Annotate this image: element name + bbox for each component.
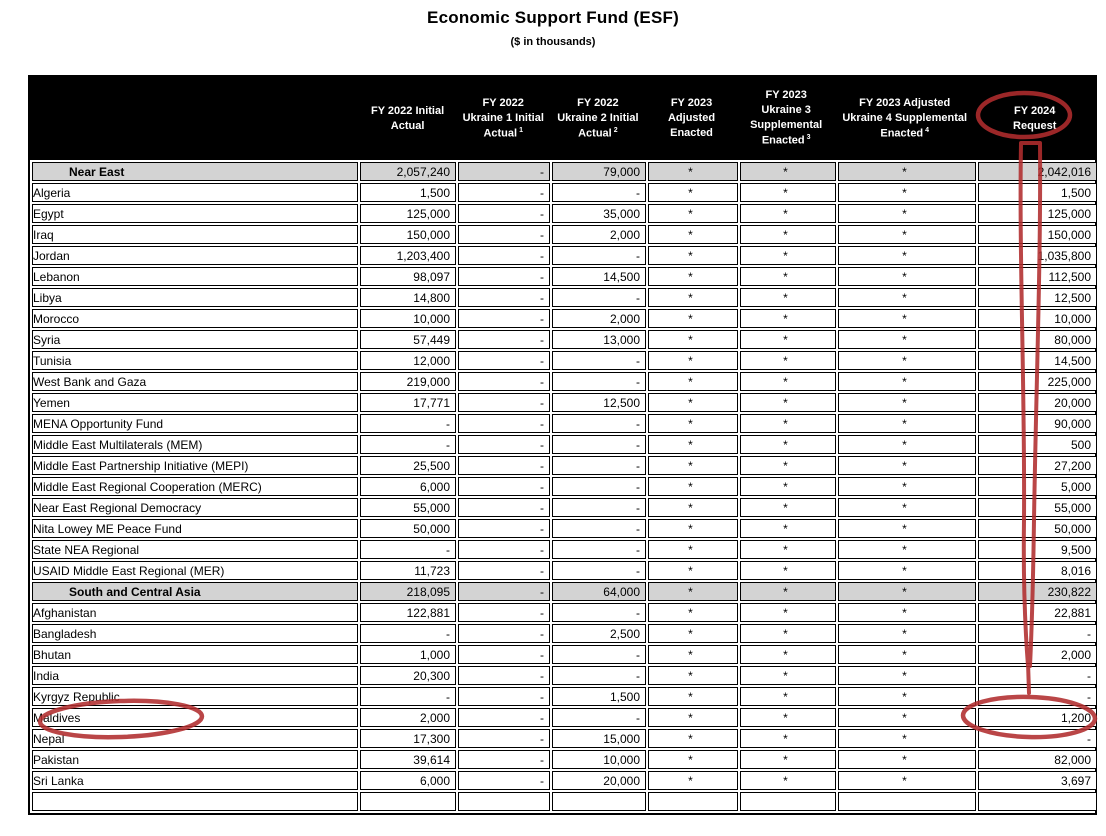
table-row: [32, 414, 1097, 433]
value-cell: *: [740, 771, 836, 790]
value-cell: *: [648, 624, 738, 643]
table-row: [32, 372, 1097, 391]
value-cell: *: [648, 351, 738, 370]
value-cell: *: [838, 456, 976, 475]
table-row: [32, 183, 1097, 202]
row-label: Jordan: [32, 246, 358, 265]
value-cell: *: [740, 393, 836, 412]
section-row: [32, 162, 1097, 181]
column-header: FY 2023 Adjusted Enacted: [667, 97, 716, 139]
value-cell: -: [552, 666, 646, 685]
column-header: FY 2022 Ukraine 1 Initial Actual $^1$: [462, 96, 544, 140]
column-header: FY 2022 Ukraine 2 Initial Actual $^2$: [557, 96, 639, 140]
value-cell: 500: [978, 435, 1097, 454]
value-cell: *: [838, 582, 976, 601]
value-cell: 1,000: [360, 645, 456, 664]
value-cell: 10,000: [552, 750, 646, 769]
value-cell: *: [838, 309, 976, 328]
value-cell: -: [458, 498, 550, 517]
row-label: West Bank and Gaza: [32, 372, 358, 391]
section-row: [32, 582, 1097, 601]
value-cell: *: [648, 519, 738, 538]
table-body: [32, 162, 1097, 811]
value-cell: -: [360, 414, 456, 433]
value-cell: *: [740, 351, 836, 370]
value-cell: *: [648, 561, 738, 580]
value-cell: 13,000: [552, 330, 646, 349]
row-label: Sri Lanka: [32, 771, 358, 790]
value-cell: -: [458, 456, 550, 475]
value-cell: *: [648, 771, 738, 790]
value-cell: 2,057,240: [360, 162, 456, 181]
table-row: [32, 603, 1097, 622]
value-cell: *: [648, 162, 738, 181]
value-cell: 125,000: [978, 204, 1097, 223]
value-cell: -: [458, 750, 550, 769]
value-cell: *: [648, 435, 738, 454]
value-cell: *: [648, 267, 738, 286]
value-cell: *: [740, 750, 836, 769]
value-cell: *: [838, 603, 976, 622]
esf-table: [28, 75, 1097, 815]
value-cell: -: [458, 267, 550, 286]
value-cell: -: [552, 561, 646, 580]
value-cell: -: [552, 414, 646, 433]
value-cell: 90,000: [978, 414, 1097, 433]
table-row: [32, 246, 1097, 265]
value-cell: *: [648, 330, 738, 349]
value-cell: 79,000: [552, 162, 646, 181]
value-cell: *: [838, 498, 976, 517]
value-cell: 122,881: [360, 603, 456, 622]
table-row: [32, 393, 1097, 412]
footnote-marker: 3: [806, 134, 811, 142]
value-cell: *: [740, 687, 836, 706]
value-cell: *: [648, 582, 738, 601]
row-label: [32, 792, 358, 811]
row-label: India: [32, 666, 358, 685]
row-label: MENA Opportunity Fund: [32, 414, 358, 433]
value-cell: *: [648, 414, 738, 433]
value-cell: -: [978, 624, 1097, 643]
value-cell: 1,500: [978, 183, 1097, 202]
value-cell: 12,000: [360, 351, 456, 370]
value-cell: *: [648, 666, 738, 685]
value-cell: 1,200: [978, 708, 1097, 727]
value-cell: *: [838, 645, 976, 664]
value-cell: *: [838, 435, 976, 454]
value-cell: [978, 792, 1097, 811]
value-cell: 57,449: [360, 330, 456, 349]
value-cell: 55,000: [360, 498, 456, 517]
value-cell: 2,000: [360, 708, 456, 727]
value-cell: 3,697: [978, 771, 1097, 790]
table-row: [32, 519, 1097, 538]
row-label: Afghanistan: [32, 603, 358, 622]
row-label: Near East: [32, 162, 358, 181]
value-cell: *: [648, 603, 738, 622]
table-row: [32, 351, 1097, 370]
value-cell: *: [740, 729, 836, 748]
value-cell: -: [360, 687, 456, 706]
value-cell: -: [458, 729, 550, 748]
value-cell: *: [740, 708, 836, 727]
value-cell: *: [838, 414, 976, 433]
value-cell: *: [740, 183, 836, 202]
value-cell: -: [458, 225, 550, 244]
value-cell: *: [740, 540, 836, 559]
value-cell: 8,016: [978, 561, 1097, 580]
value-cell: *: [740, 582, 836, 601]
value-cell: *: [838, 540, 976, 559]
value-cell: -: [552, 477, 646, 496]
value-cell: -: [458, 687, 550, 706]
value-cell: -: [458, 204, 550, 223]
value-cell: -: [458, 582, 550, 601]
page-subtitle: ($ in thousands): [510, 36, 596, 48]
value-cell: *: [740, 603, 836, 622]
value-cell: 112,500: [978, 267, 1097, 286]
column-header: FY 2023 Adjusted Ukraine 4 Supplemental Enacted $^4$: [842, 96, 968, 140]
value-cell: *: [740, 645, 836, 664]
table-body-grid: [30, 160, 1099, 813]
value-cell: 50,000: [978, 519, 1097, 538]
value-cell: *: [838, 162, 976, 181]
value-cell: -: [458, 330, 550, 349]
value-cell: 10,000: [360, 309, 456, 328]
value-cell: *: [838, 771, 976, 790]
value-cell: *: [648, 225, 738, 244]
value-cell: 17,300: [360, 729, 456, 748]
value-cell: *: [838, 267, 976, 286]
value-cell: 1,035,800: [978, 246, 1097, 265]
value-cell: -: [458, 435, 550, 454]
row-label: State NEA Regional: [32, 540, 358, 559]
row-label: Middle East Regional Cooperation (MERC): [32, 477, 358, 496]
table-row: [32, 750, 1097, 769]
value-cell: *: [648, 288, 738, 307]
value-cell: -: [458, 771, 550, 790]
row-label: Bhutan: [32, 645, 358, 664]
row-label: Syria: [32, 330, 358, 349]
value-cell: 1,203,400: [360, 246, 456, 265]
page-title: Economic Support Fund (ESF): [427, 8, 679, 27]
value-cell: 22,881: [978, 603, 1097, 622]
column-header: FY 2024 Request: [1013, 104, 1057, 132]
table-row: [32, 456, 1097, 475]
value-cell: 219,000: [360, 372, 456, 391]
row-label: Maldives: [32, 708, 358, 727]
value-cell: *: [838, 477, 976, 496]
value-cell: -: [458, 624, 550, 643]
table-row: [32, 645, 1097, 664]
value-cell: *: [838, 687, 976, 706]
value-cell: -: [978, 729, 1097, 748]
row-label: Near East Regional Democracy: [32, 498, 358, 517]
value-cell: 64,000: [552, 582, 646, 601]
row-label: Middle East Partnership Initiative (MEPI): [32, 456, 358, 475]
value-cell: -: [360, 540, 456, 559]
value-cell: *: [838, 225, 976, 244]
table-row: [32, 561, 1097, 580]
value-cell: -: [552, 183, 646, 202]
value-cell: *: [838, 183, 976, 202]
value-cell: -: [552, 351, 646, 370]
value-cell: *: [648, 309, 738, 328]
value-cell: -: [458, 414, 550, 433]
value-cell: 17,771: [360, 393, 456, 412]
value-cell: -: [360, 624, 456, 643]
value-cell: 1,500: [552, 687, 646, 706]
value-cell: *: [648, 183, 738, 202]
table-row: [32, 498, 1097, 517]
table-row: [32, 330, 1097, 349]
value-cell: 12,500: [552, 393, 646, 412]
value-cell: -: [458, 393, 550, 412]
value-cell: *: [648, 729, 738, 748]
value-cell: 20,300: [360, 666, 456, 685]
value-cell: *: [740, 519, 836, 538]
value-cell: 150,000: [978, 225, 1097, 244]
row-label: Nita Lowey ME Peace Fund: [32, 519, 358, 538]
value-cell: *: [838, 330, 976, 349]
value-cell: *: [740, 561, 836, 580]
value-cell: 15,000: [552, 729, 646, 748]
row-label: Libya: [32, 288, 358, 307]
value-cell: *: [838, 288, 976, 307]
value-cell: -: [458, 372, 550, 391]
value-cell: 80,000: [978, 330, 1097, 349]
value-cell: [740, 792, 836, 811]
value-cell: *: [648, 750, 738, 769]
footnote-marker: 4: [925, 126, 930, 134]
value-cell: 225,000: [978, 372, 1097, 391]
value-cell: *: [838, 372, 976, 391]
value-cell: 25,500: [360, 456, 456, 475]
value-cell: 14,500: [552, 267, 646, 286]
value-cell: 2,000: [978, 645, 1097, 664]
value-cell: *: [838, 750, 976, 769]
value-cell: *: [740, 498, 836, 517]
value-cell: 27,200: [978, 456, 1097, 475]
value-cell: *: [740, 477, 836, 496]
value-cell: -: [458, 666, 550, 685]
table-row: [32, 729, 1097, 748]
value-cell: -: [552, 645, 646, 664]
value-cell: 6,000: [360, 771, 456, 790]
value-cell: *: [648, 645, 738, 664]
value-cell: *: [648, 708, 738, 727]
value-cell: 9,500: [978, 540, 1097, 559]
value-cell: -: [552, 519, 646, 538]
value-cell: -: [458, 309, 550, 328]
value-cell: -: [552, 540, 646, 559]
value-cell: -: [552, 456, 646, 475]
table-row: [32, 540, 1097, 559]
value-cell: [360, 792, 456, 811]
row-label: Morocco: [32, 309, 358, 328]
value-cell: -: [458, 708, 550, 727]
row-label: Nepal: [32, 729, 358, 748]
value-cell: *: [648, 456, 738, 475]
value-cell: 39,614: [360, 750, 456, 769]
value-cell: *: [740, 162, 836, 181]
value-cell: -: [458, 540, 550, 559]
table-row: [32, 477, 1097, 496]
value-cell: -: [360, 435, 456, 454]
value-cell: -: [458, 351, 550, 370]
row-label: USAID Middle East Regional (MER): [32, 561, 358, 580]
value-cell: *: [838, 666, 976, 685]
table-row: [32, 771, 1097, 790]
value-cell: 150,000: [360, 225, 456, 244]
value-cell: *: [648, 393, 738, 412]
value-cell: *: [740, 666, 836, 685]
value-cell: 12,500: [978, 288, 1097, 307]
value-cell: *: [648, 477, 738, 496]
value-cell: *: [740, 204, 836, 223]
value-cell: -: [552, 603, 646, 622]
value-cell: 5,000: [978, 477, 1097, 496]
value-cell: 35,000: [552, 204, 646, 223]
row-label: Egypt: [32, 204, 358, 223]
value-cell: 11,723: [360, 561, 456, 580]
value-cell: *: [740, 372, 836, 391]
value-cell: *: [838, 624, 976, 643]
value-cell: -: [458, 477, 550, 496]
value-cell: *: [740, 435, 836, 454]
value-cell: [838, 792, 976, 811]
value-cell: *: [740, 225, 836, 244]
value-cell: *: [838, 351, 976, 370]
value-cell: 2,042,016: [978, 162, 1097, 181]
value-cell: 14,800: [360, 288, 456, 307]
table-row: [32, 267, 1097, 286]
value-cell: *: [838, 246, 976, 265]
value-cell: *: [838, 393, 976, 412]
value-cell: 98,097: [360, 267, 456, 286]
value-cell: *: [740, 456, 836, 475]
value-cell: 6,000: [360, 477, 456, 496]
value-cell: -: [458, 162, 550, 181]
value-cell: *: [648, 204, 738, 223]
footnote-marker: 2: [613, 126, 618, 134]
table-row: [32, 288, 1097, 307]
value-cell: 218,095: [360, 582, 456, 601]
value-cell: *: [740, 624, 836, 643]
row-label: Lebanon: [32, 267, 358, 286]
value-cell: -: [552, 246, 646, 265]
value-cell: 50,000: [360, 519, 456, 538]
value-cell: -: [458, 645, 550, 664]
value-cell: 1,500: [360, 183, 456, 202]
value-cell: 10,000: [978, 309, 1097, 328]
value-cell: *: [740, 246, 836, 265]
row-label: Middle East Multilaterals (MEM): [32, 435, 358, 454]
value-cell: [648, 792, 738, 811]
column-header: FY 2022 Initial Actual: [371, 104, 445, 132]
row-label: South and Central Asia: [32, 582, 358, 601]
column-header: FY 2023 Ukraine 3 Supplemental Enacted $^3$: [750, 89, 823, 147]
value-cell: 55,000: [978, 498, 1097, 517]
table-row: [32, 309, 1097, 328]
table-row: [32, 435, 1097, 454]
table-row: [32, 792, 1097, 811]
row-label: Kyrgyz Republic: [32, 687, 358, 706]
value-cell: *: [838, 729, 976, 748]
value-cell: *: [740, 288, 836, 307]
table-row: [32, 708, 1097, 727]
value-cell: *: [740, 414, 836, 433]
row-label: Tunisia: [32, 351, 358, 370]
footnote-marker: 1: [519, 126, 523, 134]
value-cell: -: [458, 561, 550, 580]
value-cell: -: [978, 666, 1097, 685]
value-cell: *: [648, 687, 738, 706]
value-cell: *: [648, 498, 738, 517]
row-label: Pakistan: [32, 750, 358, 769]
value-cell: *: [648, 372, 738, 391]
value-cell: 2,500: [552, 624, 646, 643]
value-cell: -: [552, 498, 646, 517]
value-cell: [552, 792, 646, 811]
value-cell: 2,000: [552, 309, 646, 328]
table-row: [32, 666, 1097, 685]
value-cell: 82,000: [978, 750, 1097, 769]
value-cell: -: [458, 183, 550, 202]
value-cell: -: [552, 708, 646, 727]
value-cell: 14,500: [978, 351, 1097, 370]
value-cell: -: [458, 603, 550, 622]
value-cell: 125,000: [360, 204, 456, 223]
table-row: [32, 204, 1097, 223]
value-cell: -: [552, 435, 646, 454]
column-header: [30, 77, 359, 160]
value-cell: *: [740, 330, 836, 349]
row-label: Bangladesh: [32, 624, 358, 643]
value-cell: *: [740, 309, 836, 328]
value-cell: -: [458, 288, 550, 307]
table-row: [32, 624, 1097, 643]
value-cell: *: [648, 540, 738, 559]
row-label: Algeria: [32, 183, 358, 202]
value-cell: -: [552, 288, 646, 307]
row-label: Iraq: [32, 225, 358, 244]
value-cell: *: [838, 561, 976, 580]
table-row: [32, 225, 1097, 244]
value-cell: 230,822: [978, 582, 1097, 601]
table-row: [32, 687, 1097, 706]
value-cell: -: [552, 372, 646, 391]
row-label: Yemen: [32, 393, 358, 412]
value-cell: *: [838, 204, 976, 223]
value-cell: 20,000: [978, 393, 1097, 412]
value-cell: *: [838, 708, 976, 727]
value-cell: -: [458, 519, 550, 538]
table-header-row: [30, 77, 1095, 160]
value-cell: 2,000: [552, 225, 646, 244]
value-cell: *: [838, 519, 976, 538]
value-cell: [458, 792, 550, 811]
value-cell: *: [648, 246, 738, 265]
value-cell: 20,000: [552, 771, 646, 790]
value-cell: -: [458, 246, 550, 265]
value-cell: *: [740, 267, 836, 286]
value-cell: -: [978, 687, 1097, 706]
